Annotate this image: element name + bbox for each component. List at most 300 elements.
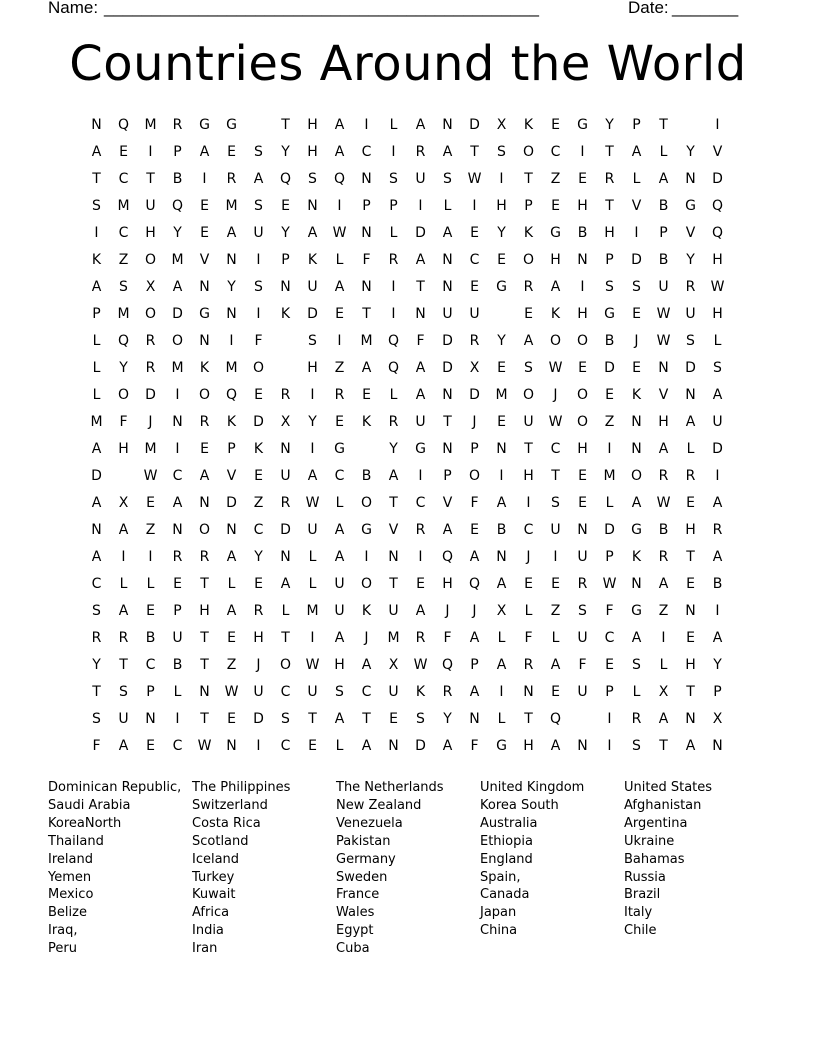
grid-cell[interactable]: A: [685, 738, 696, 754]
grid-cell[interactable]: A: [334, 279, 345, 295]
grid-cell[interactable]: K: [523, 117, 534, 133]
grid-cell[interactable]: L: [632, 684, 641, 700]
grid-cell[interactable]: L: [281, 603, 290, 619]
grid-cell[interactable]: H: [307, 144, 318, 160]
grid-cell[interactable]: W: [656, 333, 671, 349]
grid-cell[interactable]: W: [656, 306, 671, 322]
grid-cell[interactable]: H: [442, 576, 453, 592]
grid-cell[interactable]: I: [391, 306, 396, 322]
grid-cell[interactable]: E: [497, 360, 506, 376]
grid-cell[interactable]: V: [226, 468, 237, 484]
grid-cell[interactable]: N: [172, 522, 183, 538]
grid-cell[interactable]: F: [416, 333, 425, 349]
grid-cell[interactable]: A: [118, 603, 129, 619]
grid-cell[interactable]: O: [576, 333, 589, 349]
grid-cell[interactable]: S: [254, 279, 263, 295]
grid-cell[interactable]: W: [224, 684, 239, 700]
grid-cell[interactable]: L: [497, 630, 506, 646]
grid-cell[interactable]: L: [173, 684, 182, 700]
grid-cell[interactable]: I: [256, 252, 261, 268]
grid-cell[interactable]: Y: [308, 414, 317, 430]
grid-cell[interactable]: P: [605, 549, 614, 565]
grid-cell[interactable]: N: [442, 279, 453, 295]
grid-cell[interactable]: Q: [171, 198, 184, 214]
grid-cell[interactable]: R: [199, 549, 210, 565]
grid-cell[interactable]: O: [576, 387, 589, 403]
grid-cell[interactable]: G: [577, 117, 588, 133]
grid-cell[interactable]: M: [225, 198, 238, 214]
grid-cell[interactable]: S: [254, 198, 263, 214]
grid-cell[interactable]: A: [658, 171, 669, 187]
grid-cell[interactable]: S: [416, 711, 425, 727]
grid-cell[interactable]: L: [686, 441, 695, 457]
grid-cell[interactable]: U: [253, 684, 264, 700]
grid-cell[interactable]: L: [605, 495, 614, 511]
grid-cell[interactable]: J: [472, 414, 477, 430]
grid-cell[interactable]: C: [91, 576, 102, 592]
grid-cell[interactable]: I: [391, 144, 396, 160]
grid-cell[interactable]: B: [604, 333, 615, 349]
grid-cell[interactable]: I: [148, 549, 153, 565]
grid-cell[interactable]: P: [362, 198, 371, 214]
grid-cell[interactable]: L: [713, 333, 722, 349]
grid-cell[interactable]: A: [91, 549, 102, 565]
grid-cell[interactable]: S: [686, 333, 695, 349]
grid-cell[interactable]: V: [388, 522, 399, 538]
grid-cell[interactable]: I: [148, 144, 153, 160]
grid-cell[interactable]: H: [685, 657, 696, 673]
grid-cell[interactable]: N: [712, 738, 723, 754]
grid-cell[interactable]: T: [200, 711, 209, 727]
grid-cell[interactable]: B: [658, 522, 669, 538]
grid-cell[interactable]: E: [173, 576, 182, 592]
date-field[interactable]: _______: [672, 0, 739, 17]
grid-cell[interactable]: E: [119, 144, 128, 160]
grid-cell[interactable]: E: [227, 630, 236, 646]
grid-cell[interactable]: I: [499, 171, 504, 187]
grid-cell[interactable]: N: [685, 603, 696, 619]
grid-cell[interactable]: R: [145, 360, 156, 376]
grid-cell[interactable]: W: [548, 414, 563, 430]
grid-cell[interactable]: Q: [279, 171, 292, 187]
grid-cell[interactable]: I: [553, 549, 558, 565]
grid-cell[interactable]: L: [389, 225, 398, 241]
grid-cell[interactable]: A: [442, 738, 453, 754]
grid-cell[interactable]: I: [310, 441, 315, 457]
grid-cell[interactable]: E: [281, 198, 290, 214]
grid-cell[interactable]: N: [361, 225, 372, 241]
grid-cell[interactable]: I: [175, 387, 180, 403]
grid-cell[interactable]: A: [469, 549, 480, 565]
grid-cell[interactable]: K: [199, 360, 210, 376]
grid-cell[interactable]: I: [337, 198, 342, 214]
grid-cell[interactable]: N: [442, 387, 453, 403]
grid-cell[interactable]: C: [253, 522, 264, 538]
grid-cell[interactable]: F: [524, 630, 533, 646]
grid-cell[interactable]: R: [280, 495, 291, 511]
grid-cell[interactable]: W: [548, 360, 563, 376]
grid-cell[interactable]: S: [443, 171, 452, 187]
grid-cell[interactable]: T: [362, 711, 371, 727]
grid-cell[interactable]: J: [553, 387, 558, 403]
grid-cell[interactable]: A: [226, 603, 237, 619]
grid-cell[interactable]: T: [92, 171, 101, 187]
grid-cell[interactable]: N: [442, 252, 453, 268]
grid-cell[interactable]: U: [658, 279, 669, 295]
grid-cell[interactable]: E: [578, 171, 587, 187]
grid-cell[interactable]: K: [550, 306, 561, 322]
grid-cell[interactable]: T: [200, 630, 209, 646]
grid-cell[interactable]: I: [391, 279, 396, 295]
grid-cell[interactable]: U: [550, 522, 561, 538]
grid-cell[interactable]: M: [144, 441, 157, 457]
grid-cell[interactable]: R: [172, 549, 183, 565]
grid-cell[interactable]: Y: [92, 657, 101, 673]
grid-cell[interactable]: R: [712, 522, 723, 538]
grid-cell[interactable]: A: [226, 225, 237, 241]
grid-cell[interactable]: T: [416, 279, 425, 295]
grid-cell[interactable]: N: [577, 522, 588, 538]
grid-cell[interactable]: O: [522, 144, 535, 160]
grid-cell[interactable]: A: [442, 144, 453, 160]
grid-cell[interactable]: F: [470, 495, 479, 511]
grid-cell[interactable]: E: [470, 225, 479, 241]
grid-cell[interactable]: Y: [254, 549, 263, 565]
grid-cell[interactable]: A: [118, 522, 129, 538]
grid-cell[interactable]: [353, 436, 380, 463]
grid-cell[interactable]: W: [143, 468, 158, 484]
grid-cell[interactable]: T: [551, 468, 560, 484]
grid-cell[interactable]: H: [253, 630, 264, 646]
grid-cell[interactable]: N: [469, 711, 480, 727]
grid-cell[interactable]: T: [443, 414, 452, 430]
grid-cell[interactable]: A: [334, 630, 345, 646]
grid-cell[interactable]: O: [144, 306, 157, 322]
grid-cell[interactable]: U: [577, 684, 588, 700]
grid-cell[interactable]: W: [413, 657, 428, 673]
grid-cell[interactable]: D: [442, 333, 453, 349]
grid-cell[interactable]: A: [334, 549, 345, 565]
grid-cell[interactable]: E: [578, 468, 587, 484]
grid-cell[interactable]: E: [497, 252, 506, 268]
grid-cell[interactable]: Y: [497, 225, 506, 241]
grid-cell[interactable]: I: [256, 306, 261, 322]
grid-cell[interactable]: R: [172, 117, 183, 133]
grid-cell[interactable]: N: [388, 549, 399, 565]
grid-cell[interactable]: E: [524, 576, 533, 592]
grid-cell[interactable]: U: [334, 576, 345, 592]
grid-cell[interactable]: K: [523, 225, 534, 241]
grid-cell[interactable]: U: [253, 225, 264, 241]
grid-cell[interactable]: A: [118, 738, 129, 754]
grid-cell[interactable]: L: [308, 549, 317, 565]
grid-cell[interactable]: L: [335, 738, 344, 754]
grid-cell[interactable]: N: [388, 738, 399, 754]
grid-cell[interactable]: Q: [225, 387, 238, 403]
grid-cell[interactable]: A: [685, 414, 696, 430]
grid-cell[interactable]: E: [551, 684, 560, 700]
grid-cell[interactable]: H: [199, 603, 210, 619]
grid-cell[interactable]: U: [469, 306, 480, 322]
grid-cell[interactable]: T: [605, 198, 614, 214]
grid-cell[interactable]: N: [280, 279, 291, 295]
grid-cell[interactable]: P: [470, 657, 479, 673]
grid-cell[interactable]: I: [418, 468, 423, 484]
grid-cell[interactable]: I: [121, 549, 126, 565]
grid-cell[interactable]: E: [551, 117, 560, 133]
grid-cell[interactable]: L: [92, 360, 101, 376]
grid-cell[interactable]: R: [415, 522, 426, 538]
grid-cell[interactable]: K: [307, 252, 318, 268]
grid-cell[interactable]: N: [577, 252, 588, 268]
grid-cell[interactable]: C: [280, 684, 291, 700]
grid-cell[interactable]: Q: [117, 117, 130, 133]
grid-cell[interactable]: N: [496, 549, 507, 565]
grid-cell[interactable]: A: [442, 522, 453, 538]
grid-cell[interactable]: F: [92, 738, 101, 754]
grid-cell[interactable]: I: [715, 117, 720, 133]
grid-cell[interactable]: D: [442, 360, 453, 376]
grid-cell[interactable]: Y: [389, 441, 398, 457]
grid-cell[interactable]: L: [659, 657, 668, 673]
grid-cell[interactable]: E: [578, 360, 587, 376]
grid-cell[interactable]: U: [307, 684, 318, 700]
grid-cell[interactable]: R: [577, 576, 588, 592]
grid-cell[interactable]: I: [418, 549, 423, 565]
grid-cell[interactable]: L: [119, 576, 128, 592]
grid-cell[interactable]: N: [415, 306, 426, 322]
grid-cell[interactable]: P: [659, 225, 668, 241]
grid-cell[interactable]: X: [469, 360, 480, 376]
grid-cell[interactable]: Q: [549, 711, 562, 727]
grid-cell[interactable]: B: [145, 630, 156, 646]
grid-cell[interactable]: N: [199, 279, 210, 295]
grid-cell[interactable]: T: [659, 117, 668, 133]
grid-cell[interactable]: B: [712, 576, 723, 592]
grid-cell[interactable]: T: [119, 657, 128, 673]
grid-cell[interactable]: R: [415, 144, 426, 160]
grid-cell[interactable]: R: [523, 279, 534, 295]
grid-cell[interactable]: J: [472, 603, 477, 619]
grid-cell[interactable]: Y: [173, 225, 182, 241]
grid-cell[interactable]: X: [496, 603, 507, 619]
grid-cell[interactable]: R: [523, 657, 534, 673]
grid-cell[interactable]: R: [604, 171, 615, 187]
grid-cell[interactable]: A: [550, 657, 561, 673]
grid-cell[interactable]: E: [605, 387, 614, 403]
grid-cell[interactable]: I: [175, 441, 180, 457]
grid-cell[interactable]: E: [416, 576, 425, 592]
grid-cell[interactable]: E: [362, 387, 371, 403]
grid-cell[interactable]: H: [523, 468, 534, 484]
grid-cell[interactable]: I: [499, 684, 504, 700]
grid-cell[interactable]: J: [445, 603, 450, 619]
grid-cell[interactable]: L: [389, 387, 398, 403]
grid-cell[interactable]: R: [658, 468, 669, 484]
grid-cell[interactable]: L: [497, 711, 506, 727]
grid-cell[interactable]: X: [496, 117, 507, 133]
grid-cell[interactable]: A: [415, 252, 426, 268]
grid-cell[interactable]: E: [470, 279, 479, 295]
grid-cell[interactable]: Z: [550, 171, 561, 187]
grid-cell[interactable]: B: [361, 468, 372, 484]
grid-cell[interactable]: [569, 706, 596, 733]
grid-cell[interactable]: H: [118, 441, 129, 457]
grid-cell[interactable]: O: [522, 252, 535, 268]
grid-cell[interactable]: X: [712, 711, 723, 727]
grid-cell[interactable]: I: [607, 711, 612, 727]
grid-cell[interactable]: U: [280, 468, 291, 484]
grid-cell[interactable]: A: [361, 657, 372, 673]
grid-cell[interactable]: D: [604, 360, 615, 376]
grid-cell[interactable]: A: [631, 495, 642, 511]
grid-cell[interactable]: Z: [226, 657, 237, 673]
grid-cell[interactable]: M: [306, 603, 319, 619]
grid-cell[interactable]: E: [227, 711, 236, 727]
grid-cell[interactable]: O: [117, 387, 130, 403]
grid-cell[interactable]: X: [118, 495, 129, 511]
grid-cell[interactable]: I: [580, 279, 585, 295]
grid-cell[interactable]: Q: [387, 360, 400, 376]
grid-cell[interactable]: M: [117, 198, 130, 214]
grid-cell[interactable]: O: [198, 387, 211, 403]
grid-cell[interactable]: M: [603, 468, 616, 484]
grid-cell[interactable]: J: [364, 630, 369, 646]
grid-cell[interactable]: D: [415, 225, 426, 241]
grid-cell[interactable]: H: [550, 252, 561, 268]
grid-cell[interactable]: N: [199, 333, 210, 349]
grid-cell[interactable]: S: [92, 603, 101, 619]
grid-cell[interactable]: A: [415, 360, 426, 376]
grid-cell[interactable]: I: [229, 333, 234, 349]
grid-cell[interactable]: N: [226, 252, 237, 268]
grid-cell[interactable]: A: [658, 576, 669, 592]
grid-cell[interactable]: [110, 463, 137, 490]
grid-cell[interactable]: E: [605, 657, 614, 673]
grid-cell[interactable]: I: [607, 441, 612, 457]
grid-cell[interactable]: D: [145, 387, 156, 403]
grid-cell[interactable]: S: [632, 738, 641, 754]
grid-cell[interactable]: A: [550, 738, 561, 754]
grid-cell[interactable]: J: [148, 414, 153, 430]
grid-cell[interactable]: P: [227, 441, 236, 457]
grid-cell[interactable]: V: [442, 495, 453, 511]
grid-cell[interactable]: R: [685, 279, 696, 295]
grid-cell[interactable]: P: [470, 441, 479, 457]
grid-cell[interactable]: S: [119, 279, 128, 295]
grid-cell[interactable]: A: [550, 279, 561, 295]
grid-cell[interactable]: A: [631, 630, 642, 646]
grid-cell[interactable]: L: [92, 387, 101, 403]
grid-cell[interactable]: A: [469, 630, 480, 646]
grid-cell[interactable]: [488, 301, 515, 328]
grid-cell[interactable]: L: [443, 198, 452, 214]
grid-cell[interactable]: L: [92, 333, 101, 349]
grid-cell[interactable]: R: [685, 468, 696, 484]
grid-cell[interactable]: X: [280, 414, 291, 430]
grid-cell[interactable]: Y: [227, 279, 236, 295]
grid-cell[interactable]: T: [362, 306, 371, 322]
grid-cell[interactable]: I: [337, 333, 342, 349]
grid-cell[interactable]: D: [712, 441, 723, 457]
name-field[interactable]: ______________________________________________: [104, 0, 539, 17]
grid-cell[interactable]: P: [605, 252, 614, 268]
grid-cell[interactable]: K: [361, 414, 372, 430]
grid-cell[interactable]: W: [602, 576, 617, 592]
grid-cell[interactable]: S: [335, 684, 344, 700]
grid-cell[interactable]: H: [307, 360, 318, 376]
grid-cell[interactable]: N: [226, 522, 237, 538]
grid-cell[interactable]: R: [145, 333, 156, 349]
grid-cell[interactable]: C: [604, 630, 615, 646]
grid-cell[interactable]: E: [335, 414, 344, 430]
grid-cell[interactable]: T: [470, 144, 479, 160]
grid-cell[interactable]: I: [202, 171, 207, 187]
grid-cell[interactable]: U: [307, 279, 318, 295]
grid-cell[interactable]: G: [496, 738, 507, 754]
grid-cell[interactable]: Q: [387, 333, 400, 349]
grid-cell[interactable]: O: [252, 360, 265, 376]
grid-cell[interactable]: T: [524, 441, 533, 457]
grid-cell[interactable]: W: [305, 495, 320, 511]
grid-cell[interactable]: E: [686, 630, 695, 646]
grid-cell[interactable]: R: [442, 684, 453, 700]
grid-cell[interactable]: L: [146, 576, 155, 592]
grid-cell[interactable]: V: [712, 144, 723, 160]
grid-cell[interactable]: N: [631, 576, 642, 592]
grid-cell[interactable]: A: [658, 441, 669, 457]
grid-cell[interactable]: Z: [118, 252, 129, 268]
grid-cell[interactable]: U: [577, 549, 588, 565]
grid-cell[interactable]: S: [254, 144, 263, 160]
grid-cell[interactable]: U: [388, 684, 399, 700]
grid-cell[interactable]: H: [658, 414, 669, 430]
grid-cell[interactable]: C: [469, 252, 480, 268]
grid-cell[interactable]: S: [281, 711, 290, 727]
grid-cell[interactable]: E: [308, 738, 317, 754]
grid-cell[interactable]: K: [631, 387, 642, 403]
grid-cell[interactable]: A: [388, 468, 399, 484]
grid-cell[interactable]: Y: [443, 711, 452, 727]
grid-cell[interactable]: C: [361, 684, 372, 700]
grid-cell[interactable]: I: [715, 468, 720, 484]
grid-cell[interactable]: H: [307, 117, 318, 133]
grid-cell[interactable]: A: [91, 441, 102, 457]
grid-cell[interactable]: Y: [686, 252, 695, 268]
grid-cell[interactable]: F: [362, 252, 371, 268]
grid-cell[interactable]: Y: [686, 144, 695, 160]
grid-cell[interactable]: N: [307, 198, 318, 214]
grid-cell[interactable]: A: [631, 144, 642, 160]
grid-cell[interactable]: I: [94, 225, 99, 241]
grid-cell[interactable]: B: [172, 657, 183, 673]
grid-cell[interactable]: F: [605, 603, 614, 619]
grid-cell[interactable]: Y: [281, 144, 290, 160]
grid-cell[interactable]: D: [469, 387, 480, 403]
grid-cell[interactable]: O: [144, 252, 157, 268]
grid-cell[interactable]: G: [334, 441, 345, 457]
grid-cell[interactable]: N: [442, 441, 453, 457]
grid-cell[interactable]: Y: [605, 117, 614, 133]
grid-cell[interactable]: L: [551, 630, 560, 646]
grid-cell[interactable]: E: [578, 495, 587, 511]
grid-cell[interactable]: N: [280, 549, 291, 565]
grid-cell[interactable]: E: [254, 387, 263, 403]
grid-cell[interactable]: R: [415, 630, 426, 646]
grid-cell[interactable]: E: [146, 495, 155, 511]
grid-cell[interactable]: U: [334, 603, 345, 619]
grid-cell[interactable]: S: [551, 495, 560, 511]
